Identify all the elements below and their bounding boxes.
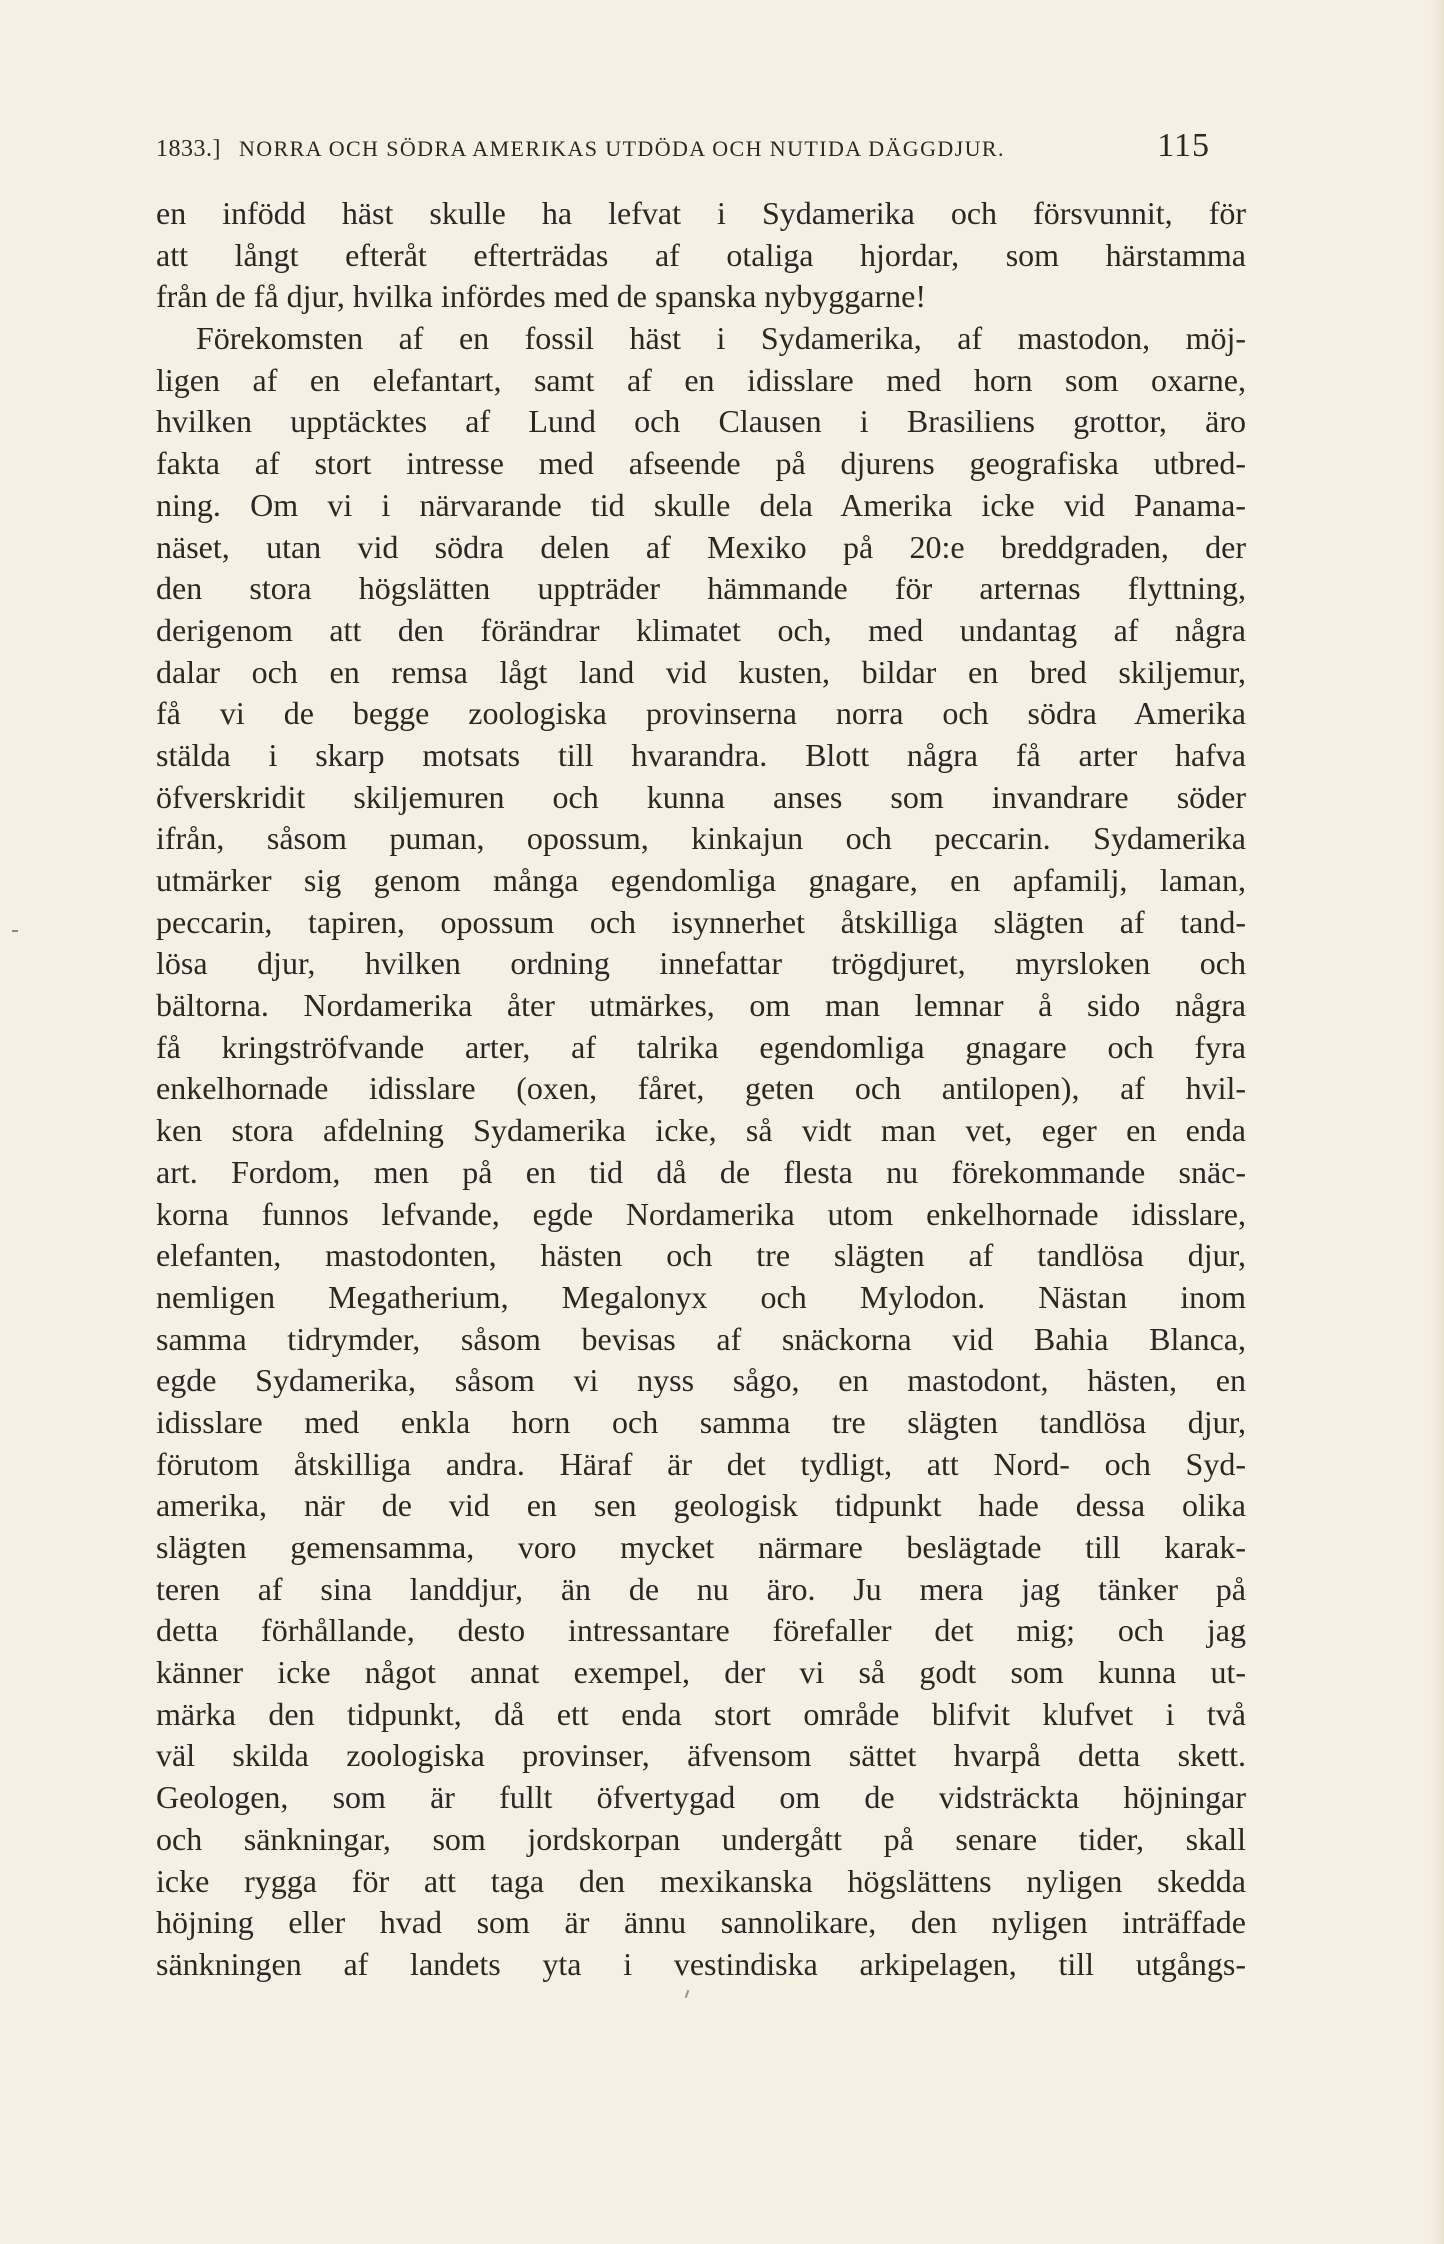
text-line: Förekomsten af en fossil häst i Sydamerika, af mastodon, möj- <box>196 320 1246 357</box>
text-line: icke rygga för att taga den mexikanska högslättens nyligen skedda <box>156 1862 1246 1899</box>
ink-speck <box>685 1990 690 1998</box>
text-line: slägten gemensamma, voro mycket närmare beslägtade till karak- <box>156 1529 1246 1565</box>
page-number: 115 <box>1157 127 1210 164</box>
margin-mark <box>12 930 18 932</box>
text-line: Geologen, som är fullt öfvertygad om de vidsträckta höjningar <box>156 1779 1246 1816</box>
text-line: hvilken upptäcktes af Lund och Clausen i Brasiliens grottor, äro <box>156 403 1246 440</box>
text-line: idisslare med enkla horn och samma tre slägten tandlösa djur, <box>156 1403 1246 1440</box>
text-line: märka den tidpunkt, då ett enda stort område blifvit klufvet i två <box>156 1695 1246 1732</box>
text-line: enkelhornade idisslare (oxen, fåret, geten och antilopen), af hvil- <box>156 1070 1246 1107</box>
text-line: få kringströfvande arter, af talrika egendomliga gnagare och fyra <box>156 1028 1246 1065</box>
text-line: dalar och en remsa lågt land vid kusten, bildar en bred skiljemur, <box>156 653 1246 690</box>
text-line: derigenom att den förändrar klimatet och, med undantag af några <box>156 611 1246 648</box>
text-line: lösa djur, hvilken ordning innefattar trögdjuret, myrsloken och <box>156 945 1246 982</box>
text-line: amerika, när de vid en sen geologisk tidpunkt hade dessa olika <box>156 1487 1246 1524</box>
text-line: ken stora afdelning Sydamerika icke, så vidt man vet, eger en enda <box>156 1112 1246 1149</box>
running-title: NORRA OCH SÖDRA AMERIKAS UTDÖDA OCH NUTIDA DÄGGDJUR. <box>239 136 1005 161</box>
text-line: elefanten, mastodonten, hästen och tre slägten af tandlösa djur, <box>156 1237 1246 1274</box>
text-line: samma tidrymder, såsom bevisas af snäckorna vid Bahia Blanca, <box>156 1320 1246 1357</box>
header-year: 1833.] <box>156 136 221 162</box>
text-line: detta förhållande, desto intressantare förefaller det mig; och jag <box>156 1612 1246 1649</box>
text-line: stälda i skarp motsats till hvarandra. Blott några få arter hafva <box>156 736 1246 773</box>
page-edge-shadow <box>1430 0 1444 2244</box>
text-line: ifrån, såsom puman, opossum, kinkajun och peccarin. Sydamerika <box>156 820 1246 857</box>
text-line: korna funnos lefvande, egde Nordamerika utom enkelhornade idisslare, <box>156 1195 1246 1232</box>
text-line: nemligen Megatherium, Megalonyx och Mylodon. Nästan inom <box>156 1278 1246 1315</box>
text-line: ligen af en elefantart, samt af en idisslare med horn som oxarne, <box>156 361 1246 398</box>
text-line: öfverskridit skiljemuren och kunna anses som invandrare söder <box>156 778 1246 815</box>
text-line: ning. Om vi i närvarande tid skulle dela Amerika icke vid Panama- <box>156 486 1246 523</box>
text-line: fakta af stort intresse med afseende på djurens geografiska utbred- <box>156 445 1246 482</box>
text-line: och sänkningar, som jordskorpan undergått på senare tider, skall <box>156 1820 1246 1857</box>
text-line: väl skilda zoologiska provinser, äfvensom sättet hvarpå detta skett. <box>156 1737 1246 1774</box>
text-line: bältorna. Nordamerika åter utmärkes, om man lemnar å sido några <box>156 987 1246 1024</box>
text-line: känner icke något annat exempel, der vi så godt som kunna ut- <box>156 1654 1246 1691</box>
text-line: den stora högslätten uppträder hämmande för arternas flyttning, <box>156 570 1246 607</box>
text-line: från de få djur, hvilka infördes med de spanska nybyggarne! <box>156 278 927 315</box>
body-text <box>156 193 1246 1986</box>
text-line: sänkningen af landets yta i vestindiska arkipelagen, till utgångs- <box>156 1945 1246 1982</box>
text-line: en infödd häst skulle ha lefvat i Sydamerika och försvunnit, för <box>156 195 1246 231</box>
text-line: få vi de begge zoologiska provinserna norra och södra Amerika <box>156 695 1246 732</box>
text-line: näset, utan vid södra delen af Mexiko på 20:e breddgraden, der <box>156 528 1246 565</box>
text-line: förutom åtskilliga andra. Häraf är det tydligt, att Nord- och Syd- <box>156 1445 1246 1482</box>
text-line: peccarin, tapiren, opossum och isynnerhet åtskilliga slägten af tand- <box>156 903 1246 940</box>
text-line: egde Sydamerika, såsom vi nyss sågo, en mastodont, hästen, en <box>156 1362 1246 1399</box>
text-line: att långt efteråt efterträdas af otaliga hjordar, som härstamma <box>156 236 1246 273</box>
text-line: utmärker sig genom många egendomliga gnagare, en apfamilj, laman, <box>156 862 1246 898</box>
text-line: teren af sina landdjur, än de nu äro. Ju mera jag tänker på <box>156 1570 1246 1607</box>
running-header <box>156 127 1210 169</box>
text-line: höjning eller hvad som är ännu sannolikare, den nyligen inträffade <box>156 1904 1246 1941</box>
text-line: art. Fordom, men på en tid då de flesta nu förekommande snäc- <box>156 1153 1246 1190</box>
